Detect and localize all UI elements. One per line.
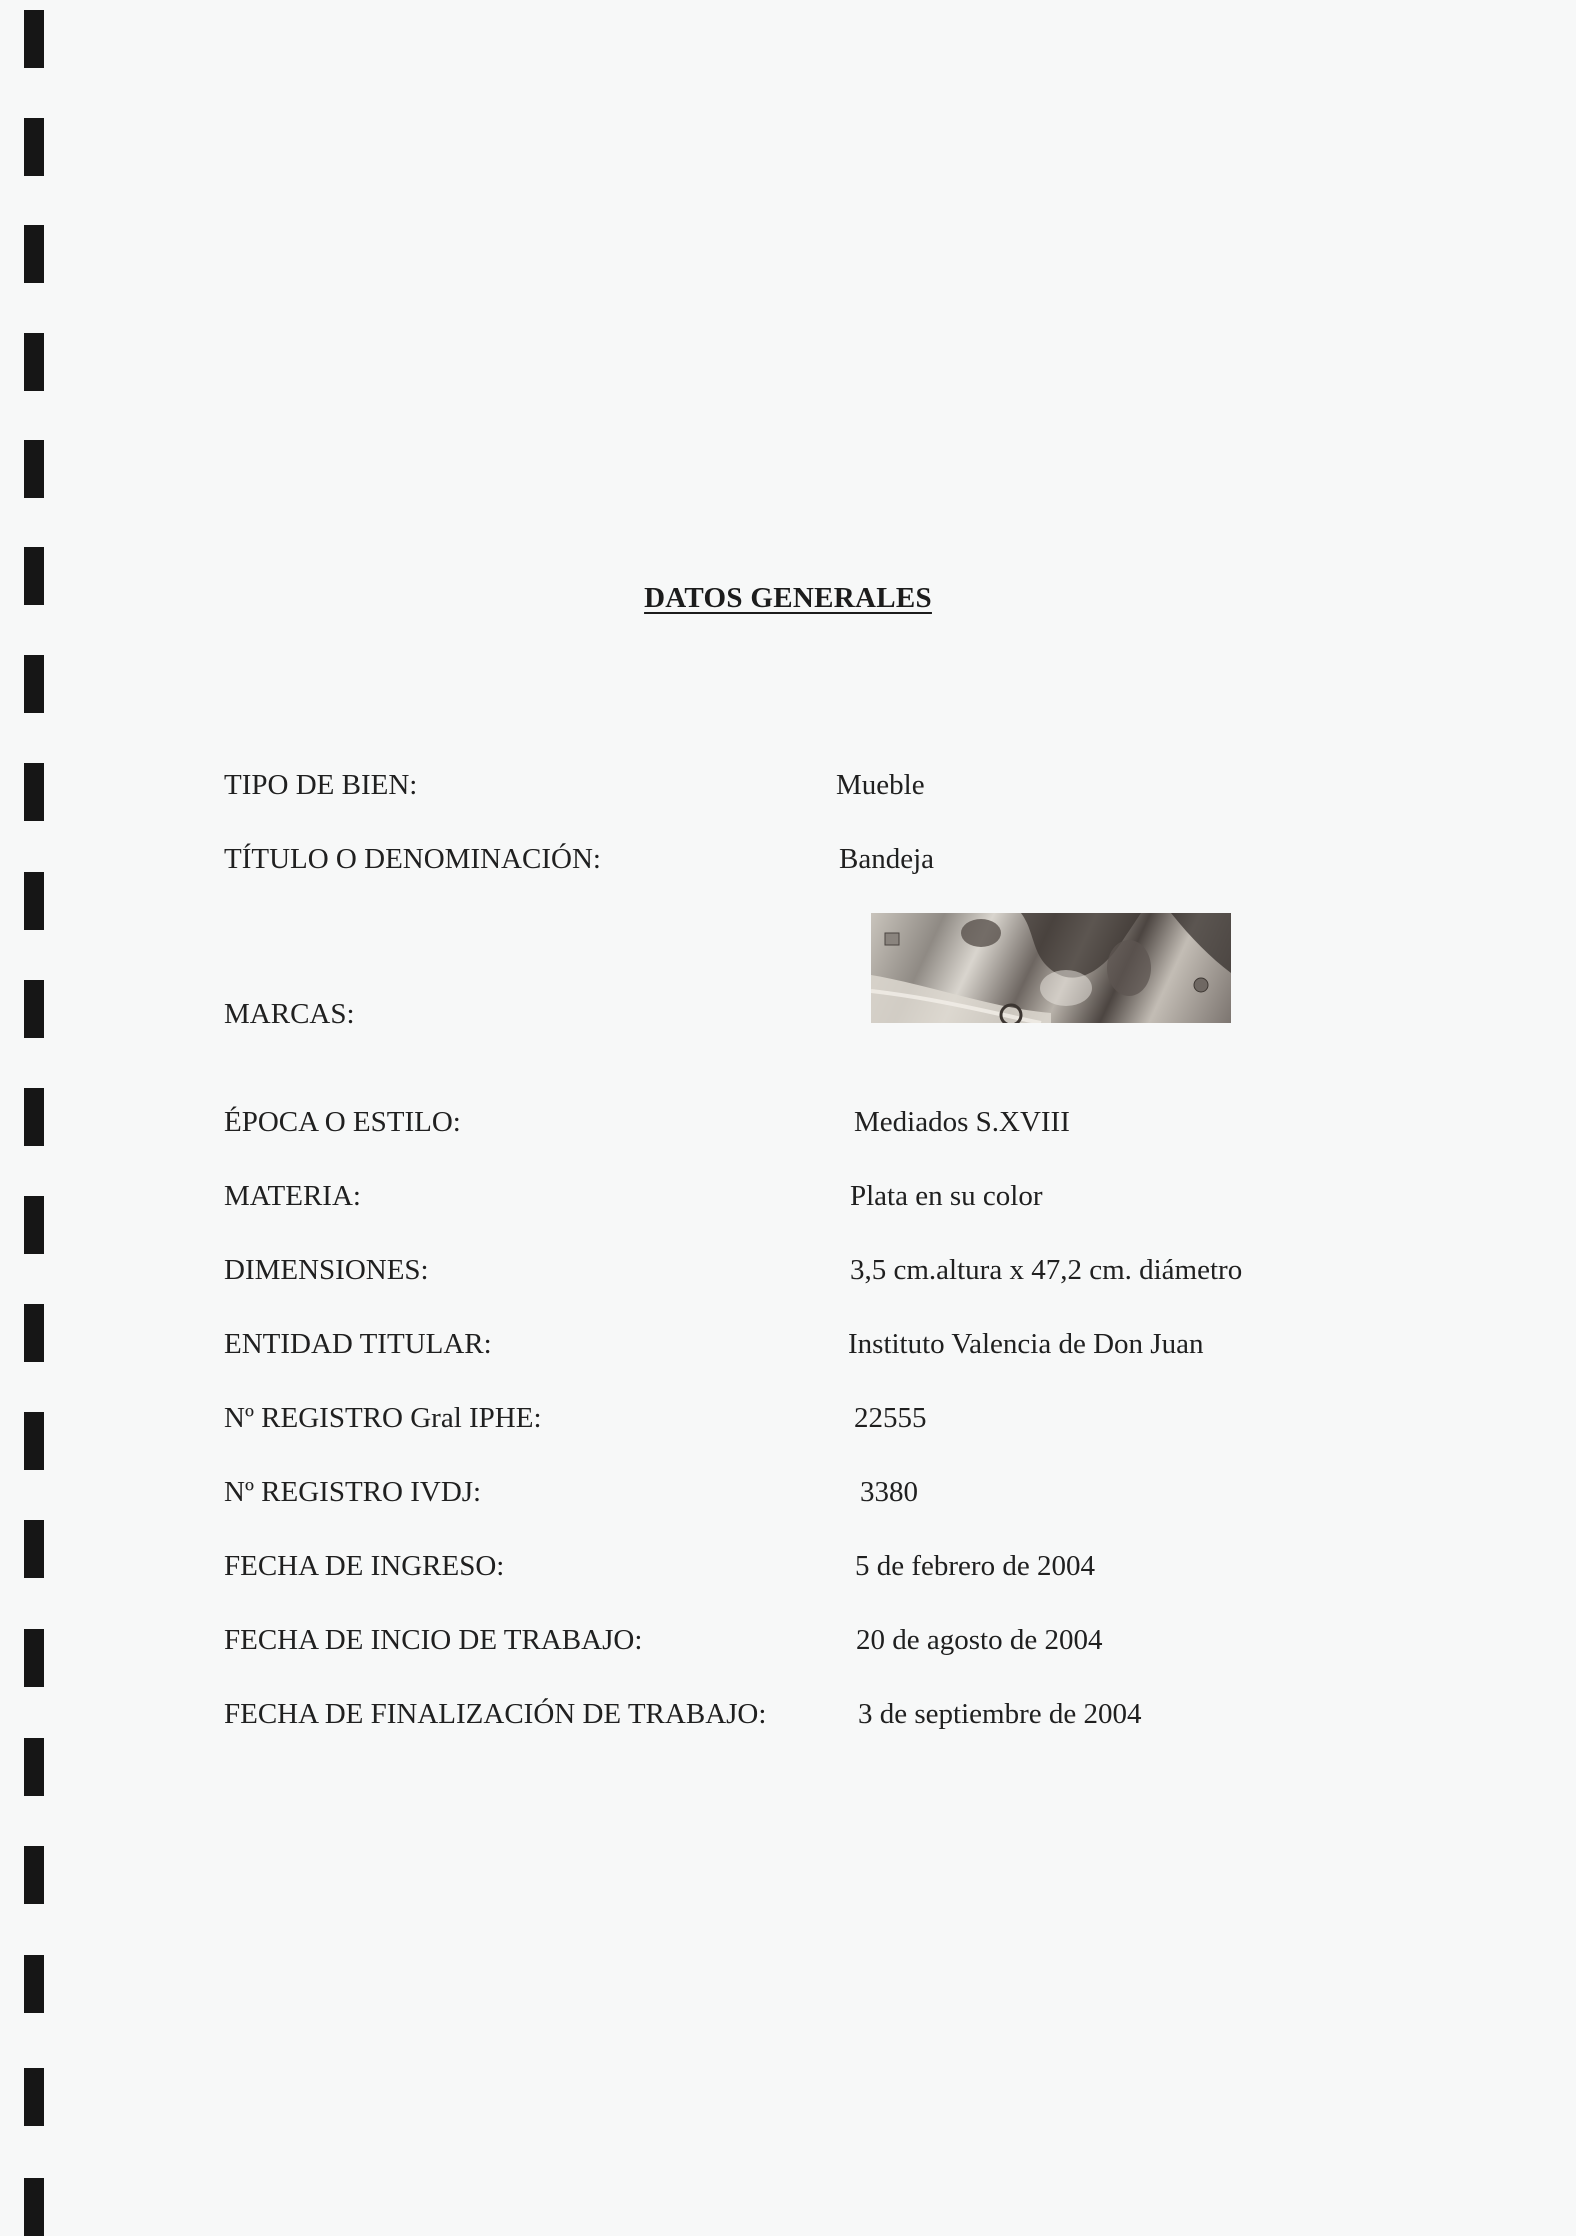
field-label-titulo: TÍTULO O DENOMINACIÓN:	[224, 843, 601, 875]
binding-hole	[24, 872, 44, 930]
binding-hole	[24, 980, 44, 1038]
binding-hole	[24, 2178, 44, 2236]
field-label-marcas: MARCAS:	[224, 998, 355, 1030]
field-label-entidad-titular: ENTIDAD TITULAR:	[224, 1328, 492, 1360]
field-value-fecha-inicio: 20 de agosto de 2004	[856, 1624, 1103, 1656]
binding-hole	[24, 2068, 44, 2126]
field-label-registro-iphe: Nº REGISTRO Gral IPHE:	[224, 1402, 542, 1434]
field-value-entidad-titular: Instituto Valencia de Don Juan	[848, 1328, 1204, 1360]
binding-hole	[24, 1304, 44, 1362]
field-label-registro-ivdj: Nº REGISTRO IVDJ:	[224, 1476, 482, 1508]
field-label-materia: MATERIA:	[224, 1180, 361, 1212]
binding-hole	[24, 1738, 44, 1796]
field-label-fecha-finalizacion: FECHA DE FINALIZACIÓN DE TRABAJO:	[224, 1698, 767, 1730]
field-value-registro-ivdj: 3380	[860, 1476, 918, 1508]
binding-hole	[24, 1846, 44, 1904]
field-label-dimensiones: DIMENSIONES:	[224, 1254, 429, 1286]
binding-hole	[24, 1088, 44, 1146]
field-value-dimensiones: 3,5 cm.altura x 47,2 cm. diámetro	[850, 1254, 1243, 1286]
field-value-materia: Plata en su color	[850, 1180, 1043, 1212]
page-title: DATOS GENERALES	[644, 582, 932, 614]
field-label-fecha-inicio: FECHA DE INCIO DE TRABAJO:	[224, 1624, 643, 1656]
binding-hole	[24, 655, 44, 713]
field-label-tipo-de-bien: TIPO DE BIEN:	[224, 769, 418, 801]
binding-hole	[24, 440, 44, 498]
binding-hole	[24, 763, 44, 821]
binding-hole	[24, 1196, 44, 1254]
field-value-registro-iphe: 22555	[854, 1402, 927, 1434]
field-value-epoca: Mediados S.XVIII	[854, 1106, 1070, 1138]
field-value-fecha-finalizacion: 3 de septiembre de 2004	[858, 1698, 1142, 1730]
binding-hole	[24, 1412, 44, 1470]
field-value-tipo-de-bien: Mueble	[836, 769, 925, 801]
binding-hole	[24, 225, 44, 283]
binding-hole	[24, 1629, 44, 1687]
field-label-fecha-ingreso: FECHA DE INGRESO:	[224, 1550, 505, 1582]
binding-hole	[24, 1955, 44, 2013]
binding-hole	[24, 118, 44, 176]
marks-photo	[871, 913, 1231, 1023]
binding-hole	[24, 333, 44, 391]
field-value-titulo: Bandeja	[839, 843, 935, 875]
spiral-binding-holes	[24, 0, 54, 2221]
binding-hole	[24, 10, 44, 68]
field-value-fecha-ingreso: 5 de febrero de 2004	[855, 1550, 1095, 1582]
field-label-epoca: ÉPOCA O ESTILO:	[224, 1106, 461, 1138]
binding-hole	[24, 1520, 44, 1578]
